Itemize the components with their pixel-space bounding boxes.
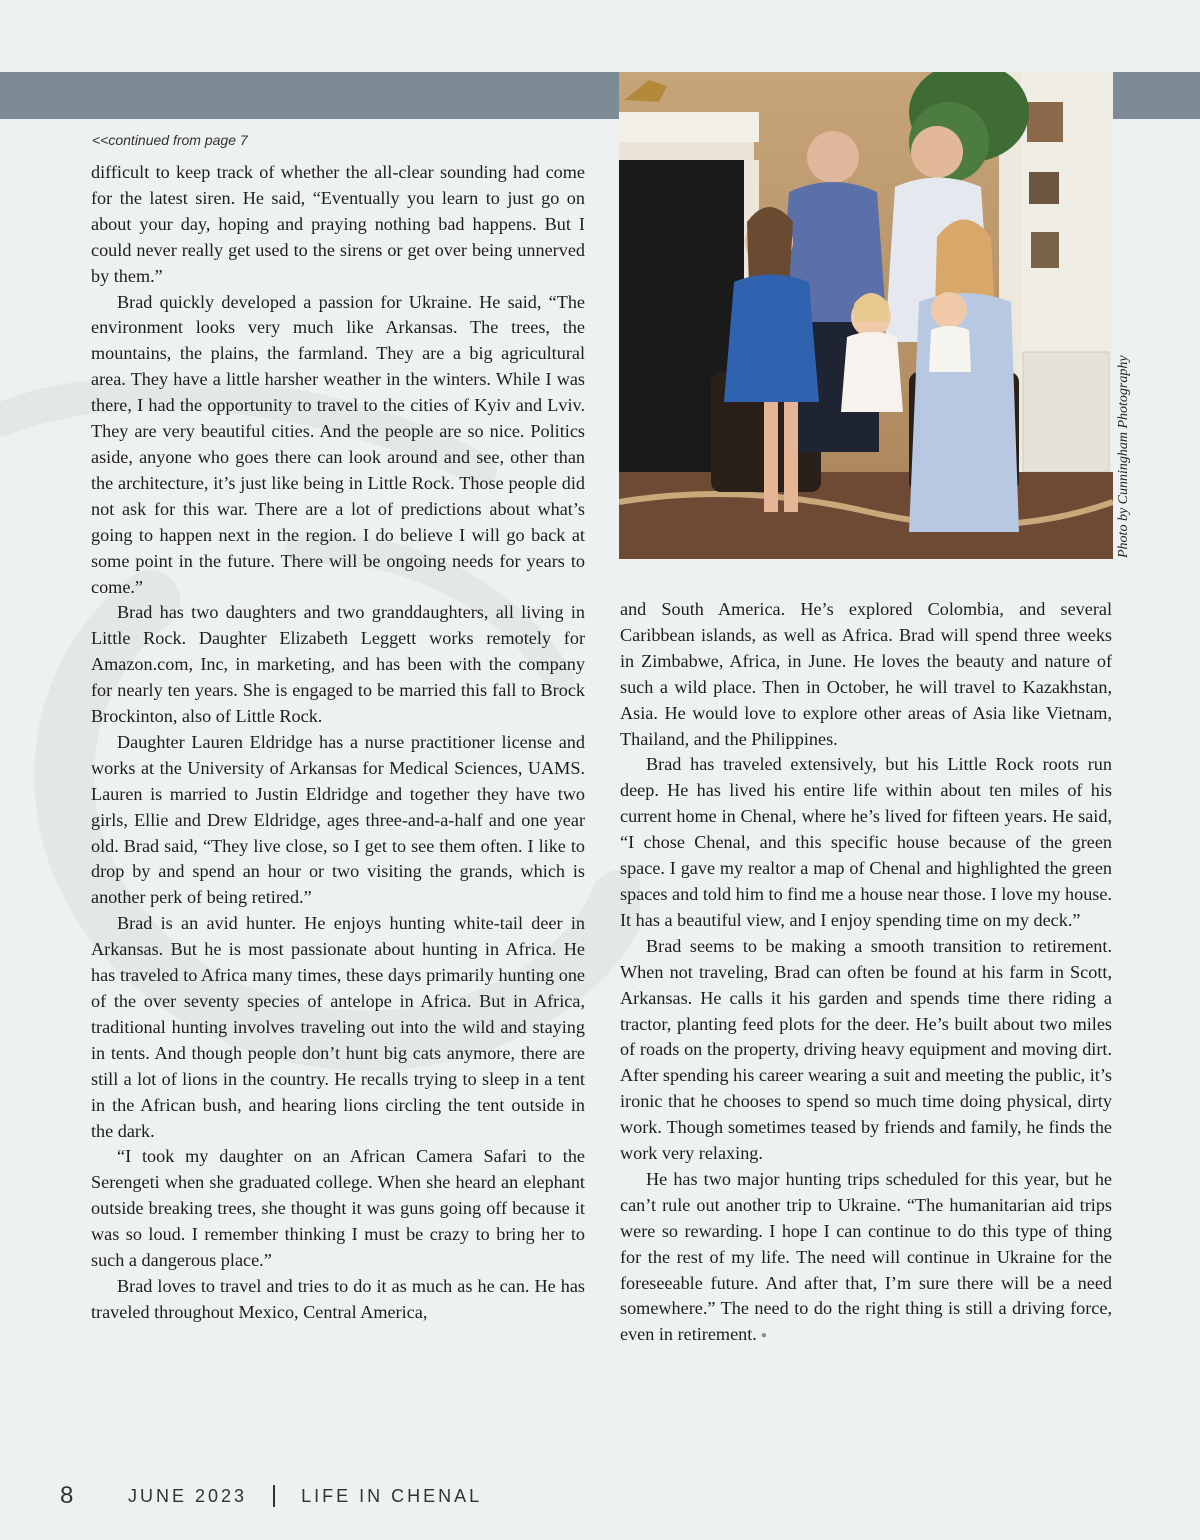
article-column-right: [620, 597, 1112, 1349]
article-paragraph: difficult to keep track of whether the all-clear sounding had come for the latest siren. He said, “Eventually you learn to just go on about your day, hoping and praying nothing bad happens. But I could never really get used to the sirens or get over being unnerved by them.”: [91, 162, 585, 286]
article-column-left: [91, 160, 585, 1326]
article-paragraph: Brad has traveled extensively, but his Little Rock roots run deep. He has lived his entire life within about ten miles of his current home in Chenal, where he’s lived for fifteen years. He said, “I chose Chenal, and this specific house because of the green space. I gave my realtor a map of Chenal and highlighted the green spaces and told him to find me a house near those. I love my house. It has a beautiful view, and I enjoy spending time on my deck.”: [620, 754, 1112, 930]
page-number: 8: [60, 1482, 74, 1509]
article-paragraph: and South America. He’s explored Colombia, and several Caribbean islands, as well as Africa. Brad will spend three weeks in Zimbabwe, Africa, in June. He loves the beauty and nature of such a wild place. Then in October, he will travel to Kazakhstan, Asia. He would love to explore other areas of Asia like Vietnam, Thailand, and the Philippines.: [620, 599, 1112, 749]
photo-credit: Photo by Cunningham Photography: [1116, 355, 1131, 558]
end-of-article-mark: ●: [760, 1330, 767, 1342]
article-paragraph: Brad seems to be making a smooth transition to retirement. When not traveling, Brad can often be found at his farm in Scott, Arkansas. He calls it his garden and spends time there riding a tractor, planting feed plots for the deer. He’s built about two miles of roads on the property, driving heavy equipment and moving dirt. After spending his career wearing a suit and meeting the public, it’s ironic that he chooses to spend so much time doing physical, dirty work. Though sometimes teased by friends and family, he finds the work very relaxing.: [620, 935, 1112, 1164]
page-footer: [60, 1480, 482, 1512]
final-paragraph-text: He has two major hunting trips scheduled for this year, but he can’t rule out another trip to Ukraine. “The humanitarian aid trips were so rewarding. I hope I can continue to do this type of thing for the rest of my life. The need will continue in Ukraine for the foreseeable future. And after that, I’m sure there will be a need somewhere.” The need to do the right thing is still a driving force, even in retirement.: [620, 1168, 1112, 1345]
footer-divider: [273, 1485, 275, 1507]
issue-date: JUNE 2023: [128, 1485, 248, 1506]
magazine-name: LIFE IN CHENAL: [301, 1485, 483, 1506]
article-paragraph: Brad loves to travel and tries to do it as much as he can. He has traveled throughout Mexico, Central America,: [91, 1275, 585, 1322]
family-photo: [619, 72, 1113, 559]
article-paragraph: Brad has two daughters and two granddaughters, all living in Little Rock. Daughter Elizabeth Leggett works remotely for Amazon.com, Inc, in marketing, and has been with the company for nearly ten years. She is engaged to be married this fall to Brock Brockinton, also of Little Rock.: [91, 602, 585, 727]
continued-from-note: <<continued from page 7: [92, 132, 248, 148]
article-paragraph: Brad quickly developed a passion for Ukraine. He said, “The environment looks very much like Arkansas. The trees, the mountains, the plains, the farmland. They are a big agricultural area. They have a little harsher weather in the winters. While I was there, I had the opportunity to travel to the cities of Kyiv and Lviv. They are very beautiful cities. And the people are so nice. Politics aside, anyone who goes there can look around and see, other than the architecture, it’s just like being in Little Rock. Those people did not ask for this war. There are a lot of predictions about what’s going to happen next in the region. I do believe I will go back at some point in the future. There will be ongoing needs for years to come.”: [91, 291, 585, 597]
article-paragraph-final: [620, 1167, 1112, 1349]
article-paragraph: “I took my daughter on an African Camera Safari to the Serengeti when she graduated college. When she heard an elephant outside breaking trees, she thought it was guns going off because it was so loud. I remember thinking I must be crazy to bring her to such a dangerous place.”: [91, 1146, 585, 1271]
article-paragraph: Brad is an avid hunter. He enjoys hunting white-tail deer in Arkansas. But he is most passionate about hunting in Africa. He has traveled to Africa many times, these days primarily hunting one of the over seventy species of antelope in Africa. But in Africa, traditional hunting involves traveling out into the wild and staying in tents. And though people don’t hunt big cats anymore, there are still a lot of lions in the country. He recalls trying to sleep in a tent in the African bush, and hearing lions circling the tent outside in the dark.: [91, 913, 585, 1141]
article-paragraph: Daughter Lauren Eldridge has a nurse practitioner license and works at the University of Arkansas for Medical Sciences, UAMS. Lauren is married to Justin Eldridge and together they have two girls, Ellie and Drew Eldridge, ages three-and-a-half and one year old. Brad said, “They live close, so I get to see them often. I like to drop by and spend an hour or two visiting the grands, which is another perk of being retired.”: [91, 731, 585, 908]
